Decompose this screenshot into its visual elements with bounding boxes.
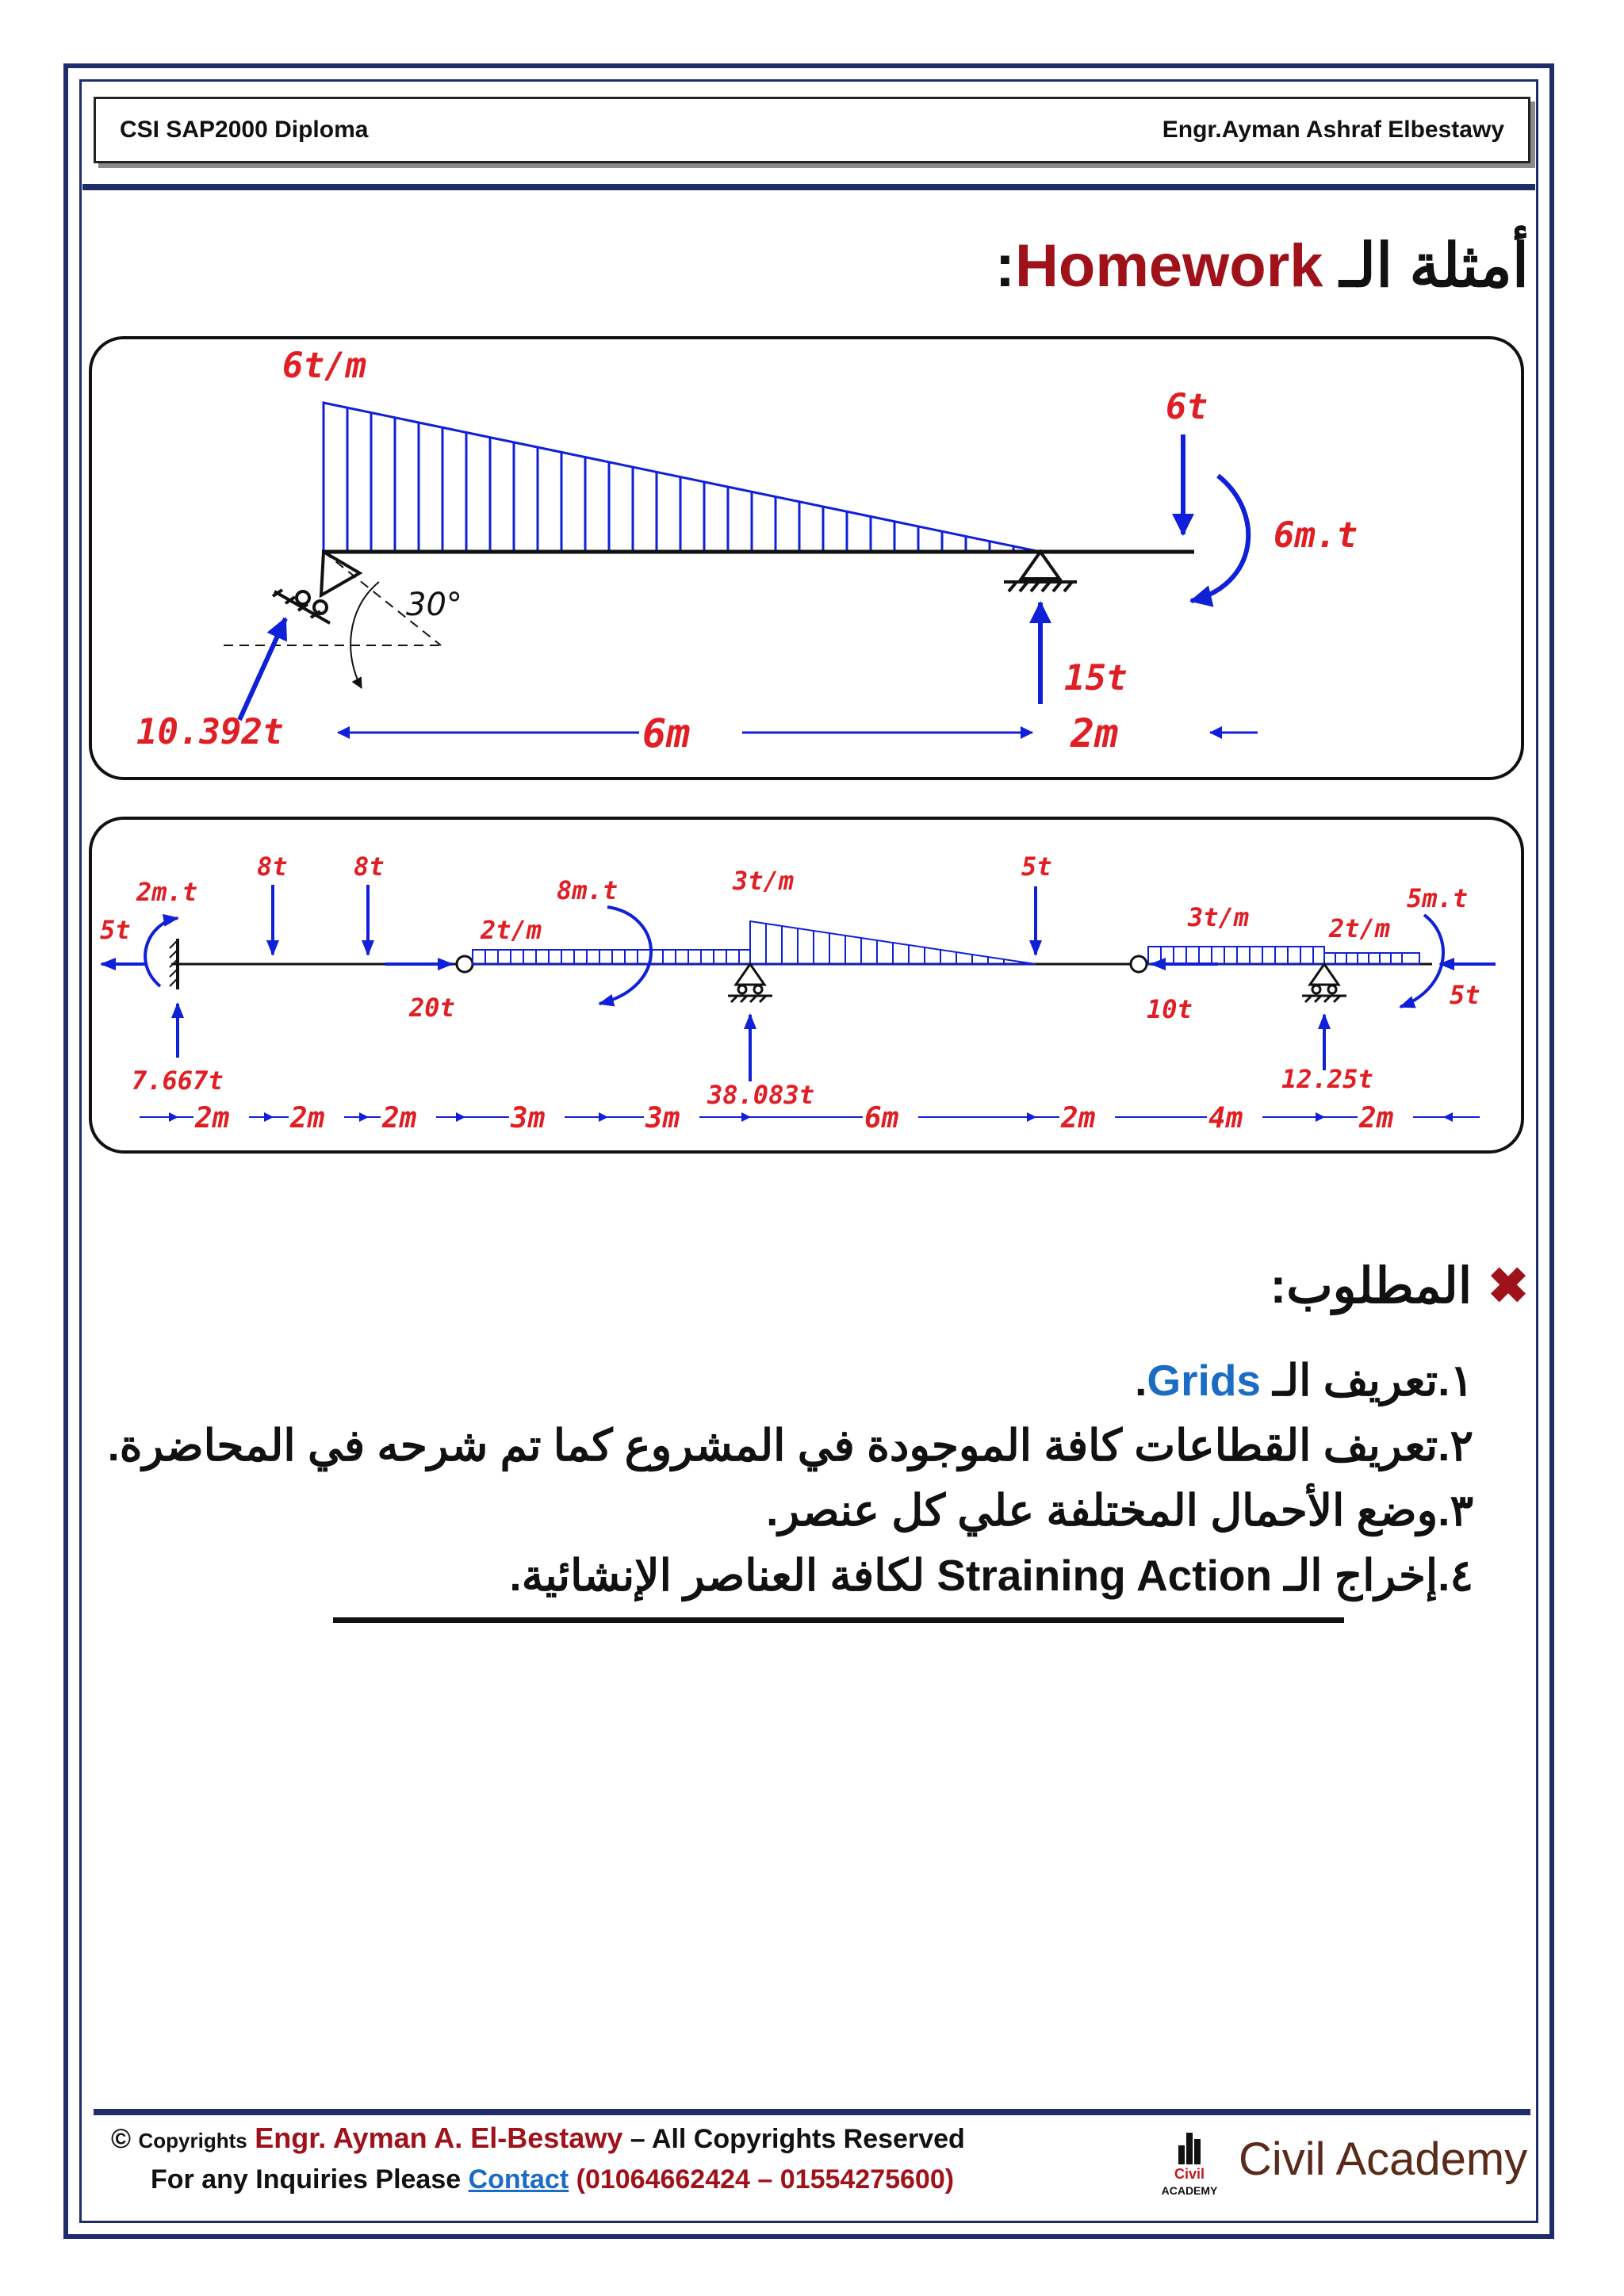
diagram-panel-2 — [89, 817, 1524, 1154]
dim-label: 3m — [645, 1102, 680, 1135]
p2-label: 8t — [354, 851, 385, 882]
required-heading-text: المطلوب: — [1270, 1259, 1473, 1314]
p-left-label: 5t — [100, 915, 131, 945]
reaction-right-label: 15t — [1064, 658, 1128, 698]
moment-label: 6m.t — [1274, 515, 1358, 556]
roller-support-right — [1302, 964, 1346, 1002]
item-text: تعريف الـ — [1261, 1356, 1438, 1405]
section-divider — [333, 1617, 1344, 1623]
uniform-load-2tm-a — [473, 950, 750, 964]
item-text: تعريف القطاعات كافة الموجودة في المشروع كما تم شرحه في المحاضرة. — [107, 1421, 1438, 1470]
diagram-panel-1 — [89, 336, 1524, 780]
footer-phones: (01064662424 – 01554275600) — [576, 2164, 955, 2195]
civil-academy-logo-mark — [1150, 2122, 1237, 2201]
beam-diagram-2 — [92, 820, 1527, 1157]
m-left-label: 2m.t — [136, 877, 198, 907]
dim-label: 2m — [382, 1102, 417, 1135]
item-post: . — [1135, 1356, 1147, 1405]
dim-label: 2m — [195, 1102, 230, 1135]
dist-load-label: 6t/m — [282, 346, 366, 386]
dim-label: 3m — [511, 1102, 546, 1135]
footer-reserved: – All Copyrights Reserved — [630, 2124, 965, 2154]
logo-text: Civil Academy — [1239, 2133, 1528, 2185]
reaction-left-label: 10.392t — [136, 712, 284, 752]
title-colon: : — [994, 232, 1016, 300]
required-item-4 — [107, 1543, 1473, 1608]
cross-icon: ✖ — [1488, 1259, 1529, 1314]
roller-support-middle — [728, 964, 772, 1002]
title-english: Homework — [1015, 232, 1323, 300]
dim-label: 6m — [864, 1102, 899, 1135]
item-number: ١. — [1438, 1356, 1473, 1405]
distributed-load-6tm — [324, 403, 1040, 552]
logo-small-bottom: ACADEMY — [1161, 2184, 1218, 2197]
moment-right-arrow — [1400, 915, 1443, 1007]
dim-label: 2m — [1061, 1102, 1096, 1135]
footer-divider — [94, 2109, 1530, 2115]
angle-arc — [350, 582, 379, 688]
uniform-load-3tm — [1148, 947, 1324, 964]
item-number: ٢. — [1438, 1421, 1473, 1470]
header-divider — [82, 184, 1535, 190]
moment-left-arrow — [145, 918, 178, 986]
footer-inquiries: For any Inquiries Please — [151, 2164, 462, 2195]
h2-label: 10t — [1147, 994, 1193, 1024]
point-load-label: 6t — [1166, 387, 1208, 427]
header-author: Engr.Ayman Ashraf Elbestawy — [1162, 117, 1504, 143]
footer-author: Engr. Ayman A. El-Bestawy — [255, 2122, 623, 2154]
copyright-word: Copyrights — [138, 2129, 247, 2152]
pin-support-right — [1004, 552, 1077, 591]
dim-label: 2m — [1359, 1102, 1394, 1135]
reaction-arrow-left — [239, 618, 285, 720]
reaction-3-label: 12.25t — [1281, 1064, 1373, 1094]
required-item-1 — [107, 1348, 1473, 1413]
item-post: لكافة العناصر الإنشائية. — [509, 1551, 937, 1600]
hinge-2 — [1131, 956, 1147, 972]
w4-label: 2t/m — [1329, 913, 1391, 943]
required-list — [107, 1348, 1473, 1608]
copyright-icon: © — [111, 2124, 132, 2154]
p-right-label: 5t — [1450, 980, 1480, 1010]
item-text: إخراج الـ — [1272, 1551, 1438, 1600]
beam-diagram-1 — [92, 339, 1527, 783]
page-title — [995, 230, 1529, 300]
reaction-2-label: 38.083t — [707, 1080, 814, 1110]
item-text: وضع الأحمال المختلفة علي كل عنصر. — [766, 1486, 1438, 1535]
page-header — [94, 97, 1530, 163]
moment-arrow — [1191, 476, 1248, 601]
m-right-label: 5m.t — [1407, 883, 1469, 913]
item-number: ٤. — [1438, 1551, 1473, 1600]
required-item-2 — [107, 1413, 1473, 1478]
civil-academy-logo — [1150, 2122, 1530, 2201]
span-6m-label: 6m — [642, 710, 691, 756]
contact-link[interactable]: Contact — [468, 2164, 569, 2195]
triangular-load-3tm — [750, 921, 1036, 964]
header-course-title: CSI SAP2000 Diploma — [120, 117, 369, 143]
angle-label: 30° — [406, 587, 462, 623]
h1-label: 20t — [409, 993, 455, 1023]
item-english: Grids — [1147, 1356, 1262, 1405]
dim-label: 4m — [1208, 1102, 1243, 1135]
required-heading — [1270, 1257, 1529, 1314]
w3-label: 3t/m — [1188, 902, 1250, 932]
w1-label: 2t/m — [481, 915, 542, 945]
span-2m-label: 2m — [1071, 710, 1119, 756]
uniform-load-2tm-b — [1324, 953, 1419, 964]
title-arabic: أمثلة الـ — [1323, 232, 1529, 300]
footer-copyright — [111, 2122, 965, 2155]
hinge-1 — [457, 956, 473, 972]
footer-contact — [151, 2164, 954, 2195]
item-number: ٣. — [1438, 1486, 1473, 1535]
logo-small-top: Civil — [1174, 2166, 1205, 2182]
item-english: Straining Action — [936, 1551, 1273, 1600]
w2-label: 3t/m — [733, 866, 795, 896]
m-mid-label: 8m.t — [557, 875, 619, 905]
dim-label: 2m — [290, 1102, 325, 1135]
reaction-1-label: 7.667t — [132, 1066, 224, 1096]
p3-label: 5t — [1021, 851, 1052, 882]
required-item-3 — [107, 1478, 1473, 1543]
p1-label: 8t — [257, 851, 288, 882]
